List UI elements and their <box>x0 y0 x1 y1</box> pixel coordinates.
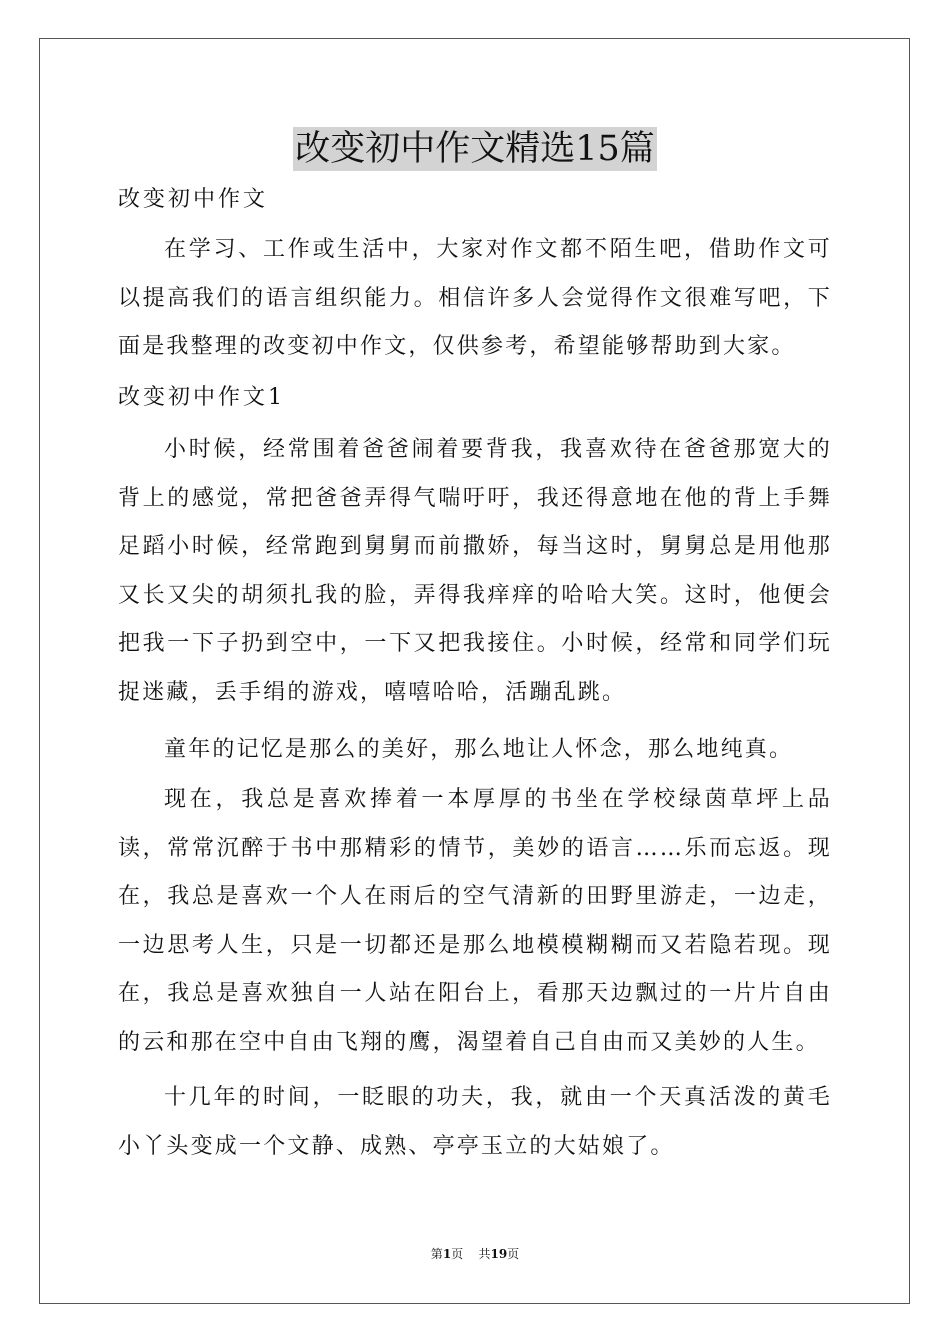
body-paragraph: 十几年的时间，一眨眼的功夫，我，就由一个天真活泼的黄毛小丫头变成一个文静、成熟、亭亭玉立的大姑娘了。 <box>118 1085 832 1159</box>
page-number: 1 <box>442 1247 452 1261</box>
total-suffix: 页 <box>507 1247 520 1261</box>
title-text: 改变初中作文精选15篇 <box>295 129 655 169</box>
page-suffix: 页 <box>451 1247 464 1261</box>
body-paragraph: 童年的记忆是那么的美好，那么地让人怀念，那么地纯真。 <box>164 737 794 762</box>
document-title <box>118 127 832 171</box>
page-footer <box>0 1246 950 1262</box>
section-heading-1: 改变初中作文1 <box>118 385 285 410</box>
body-paragraph: 现在，我总是喜欢捧着一本厚厚的书坐在学校绿茵草坪上品读，常常沉醉于书中那精彩的情节，美妙的语言……乐而忘返。现在，我总是喜欢一个人在雨后的空气清新的田野里游走，一边走，一边思考人生，只是一切都还是那么地模模糊糊而又若隐若现。现在，我总是喜欢独自一人站在阳台上，看那天边飘过的一片片自由的云和那在空中自由飞翔的鹰，渴望着自己自由而又美妙的人生。 <box>118 787 832 1055</box>
intro-heading: 改变初中作文 <box>118 187 269 212</box>
total-pages: 19 <box>490 1247 508 1261</box>
total-prefix: 共 <box>478 1247 491 1261</box>
intro-paragraph: 在学习、工作或生活中，大家对作文都不陌生吧，借助作文可以提高我们的语言组织能力。相信许多人会觉得作文很难写吧，下面是我整理的改变初中作文，仅供参考，希望能够帮助到大家。 <box>118 237 832 359</box>
page-prefix: 第 <box>430 1247 443 1261</box>
body-paragraph: 小时候，经常围着爸爸闹着要背我，我喜欢待在爸爸那宽大的背上的感觉，常把爸爸弄得气喘吁吁，我还得意地在他的背上手舞足蹈小时候，经常跑到舅舅而前撒娇，每当这时，舅舅总是用他那又长又尖的胡须扎我的脸，弄得我痒痒的哈哈大笑。这时，他便会把我一下子扔到空中，一下又把我接住。小时候，经常和同学们玩捉迷藏，丢手绢的游戏，嘻嘻哈哈，活蹦乱跳。 <box>118 437 832 705</box>
